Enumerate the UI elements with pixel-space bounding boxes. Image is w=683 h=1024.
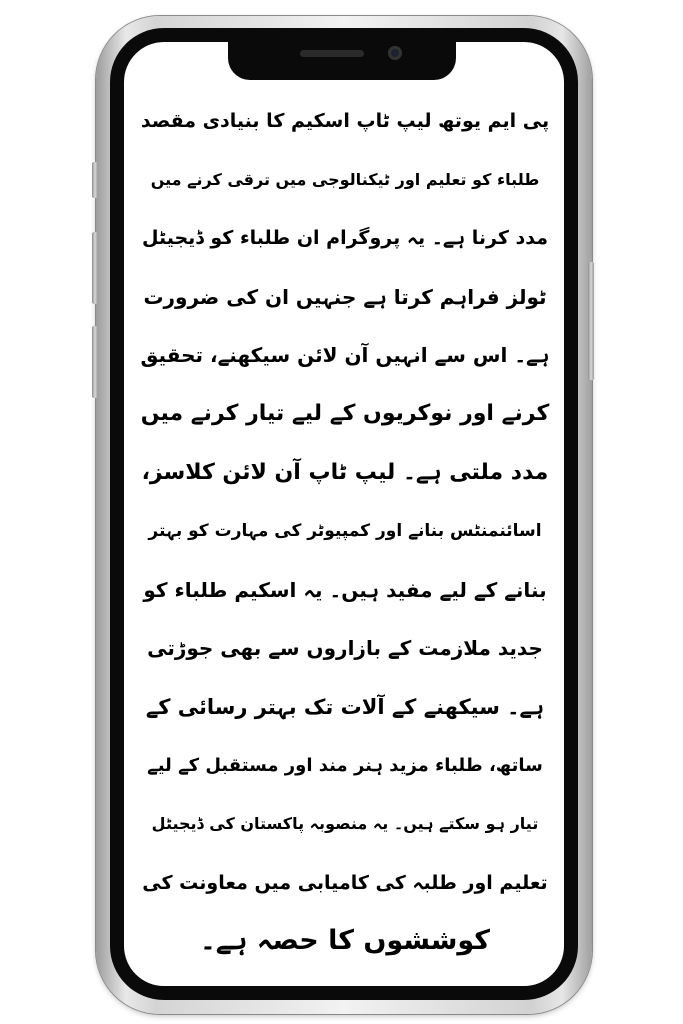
notch <box>228 40 456 80</box>
article-line: ٹولز فراہم کرتا ہے جنہیں ان کی ضرورت <box>143 284 547 309</box>
volume-up-button <box>92 232 98 304</box>
volume-down-button <box>92 326 98 398</box>
article-line: ہے۔ سیکھنے کے آلات تک بہتر رسائی کے <box>145 694 545 719</box>
article-text <box>140 92 550 972</box>
article-line: ہے۔ اس سے انہیں آن لائن سیکھنے، تحقیق <box>140 343 550 368</box>
article-line: اسائنمنٹس بنانے اور کمپیوٹر کی مہارت کو بہتر <box>148 521 542 542</box>
article-line: پی ایم یوتھ لیپ ٹاپ اسکیم کا بنیادی مقصد <box>140 110 550 132</box>
article-line: جدید ملازمت کے بازاروں سے بھی جوڑتی <box>147 636 543 661</box>
speaker-grille <box>300 50 364 57</box>
article-line: تیار ہو سکتے ہیں۔ یہ منصوبہ پاکستان کی ڈیجیٹل <box>151 814 539 834</box>
mute-switch <box>92 162 98 198</box>
article-line: طلباء کو تعلیم اور ٹیکنالوجی میں ترقی کرنے میں <box>150 169 540 189</box>
camera-icon <box>388 46 402 60</box>
article-line: کوششوں کا حصہ ہے۔ <box>199 925 490 957</box>
article-line: تعلیم اور طلبہ کی کامیابی میں معاونت کی <box>142 871 548 894</box>
article-line: کرنے اور نوکریوں کے لیے تیار کرنے میں <box>140 400 550 426</box>
article-line: مدد کرنا ہے۔ یہ پروگرام ان طلباء کو ڈیجیٹل <box>142 227 548 250</box>
article-line: مدد ملتی ہے۔ لیپ ٹاپ آن لائن کلاسز، <box>141 459 549 485</box>
power-button <box>588 262 594 380</box>
article-line: بنانے کے لیے مفید ہیں۔ یہ اسکیم طلباء کو <box>143 577 547 602</box>
article-line: ساتھ، طلباء مزید ہنر مند اور مستقبل کے لیے <box>147 754 543 776</box>
